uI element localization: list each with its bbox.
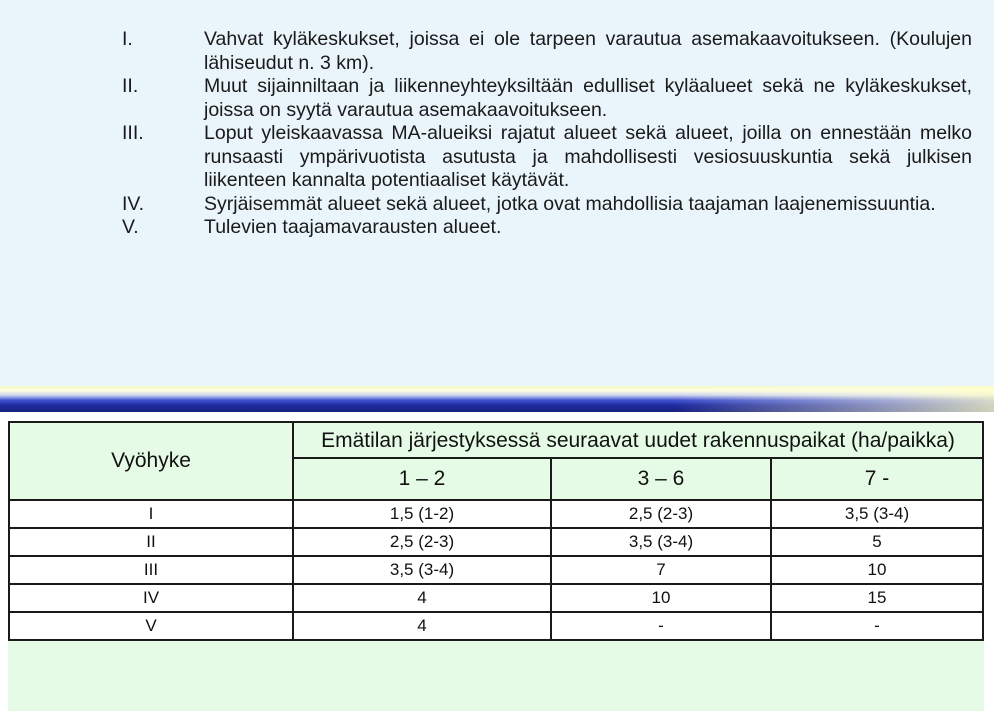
table-row — [9, 612, 983, 640]
zone-item — [122, 216, 972, 240]
table-cell: 5 — [771, 528, 983, 556]
zone-cell: II — [9, 528, 293, 556]
zone-cell: III — [9, 556, 293, 584]
table-cell: 15 — [771, 584, 983, 612]
zone-list — [122, 28, 972, 240]
table-row — [9, 500, 983, 528]
column-header-1-2: 1 – 2 — [293, 458, 551, 500]
zone-numeral: II. — [122, 75, 139, 97]
zone-cell: I — [9, 500, 293, 528]
zone-item — [122, 75, 972, 122]
zone-cell: IV — [9, 584, 293, 612]
zone-description: Vahvat kyläkeskukset, joissa ei ole tarpeen varautua asemakaavoitukseen. (Koulujen lähiseudut n. 3 km). — [204, 28, 972, 74]
building-site-table-container — [8, 421, 984, 711]
zone-numeral: III. — [122, 122, 144, 144]
zone-numeral: I. — [122, 28, 133, 50]
building-site-table — [8, 421, 984, 641]
table-row — [9, 556, 983, 584]
table-cell: 3,5 (3-4) — [771, 500, 983, 528]
table-cell: 2,5 (2-3) — [293, 528, 551, 556]
table-cell: - — [771, 612, 983, 640]
table-cell: 2,5 (2-3) — [551, 500, 771, 528]
group-header: Emätilan järjestyksessä seuraavat uudet rakennuspaikat (ha/paikka) — [293, 422, 983, 458]
table-cell: 7 — [551, 556, 771, 584]
zone-description: Tulevien taajamavarausten alueet. — [204, 216, 502, 238]
zone-cell: V — [9, 612, 293, 640]
zone-column-header: Vyöhyke — [9, 422, 293, 500]
table-cell: 10 — [771, 556, 983, 584]
table-cell: 4 — [293, 584, 551, 612]
zone-description: Loput yleiskaavassa MA-alueiksi rajatut alueet sekä alueet, joilla on ennestään melko runsaasti ympärivuotista asutusta ja mahdollisesti vesiosuuskuntia sekä julkisen liikenteen kannalta potentiaaliset käytävät. — [204, 122, 972, 191]
decorative-band-highlight — [674, 386, 994, 412]
table-row — [9, 528, 983, 556]
table-cell: 3,5 (3-4) — [551, 528, 771, 556]
zone-description: Syrjäisemmät alueet sekä alueet, jotka ovat mahdollisia taajaman laajenemissuuntia. — [204, 192, 936, 215]
zone-numeral: V. — [122, 216, 139, 238]
table-cell: 3,5 (3-4) — [293, 556, 551, 584]
column-header-7: 7 - — [771, 458, 983, 500]
table-cell: 10 — [551, 584, 771, 612]
zone-description: Muut sijainniltaan ja liikenneyhteyksiltään edulliset kyläalueet sekä ne kyläkeskukset, joissa on syytä varautua asemakaavoitukseen. — [204, 75, 972, 121]
table-cell: - — [551, 612, 771, 640]
column-header-3-6: 3 – 6 — [551, 458, 771, 500]
zone-item — [122, 28, 972, 75]
table-cell: 1,5 (1-2) — [293, 500, 551, 528]
table-cell: 4 — [293, 612, 551, 640]
zone-numeral: IV. — [122, 192, 145, 215]
zone-item — [122, 193, 972, 217]
table-row — [9, 584, 983, 612]
zone-item — [122, 122, 972, 193]
